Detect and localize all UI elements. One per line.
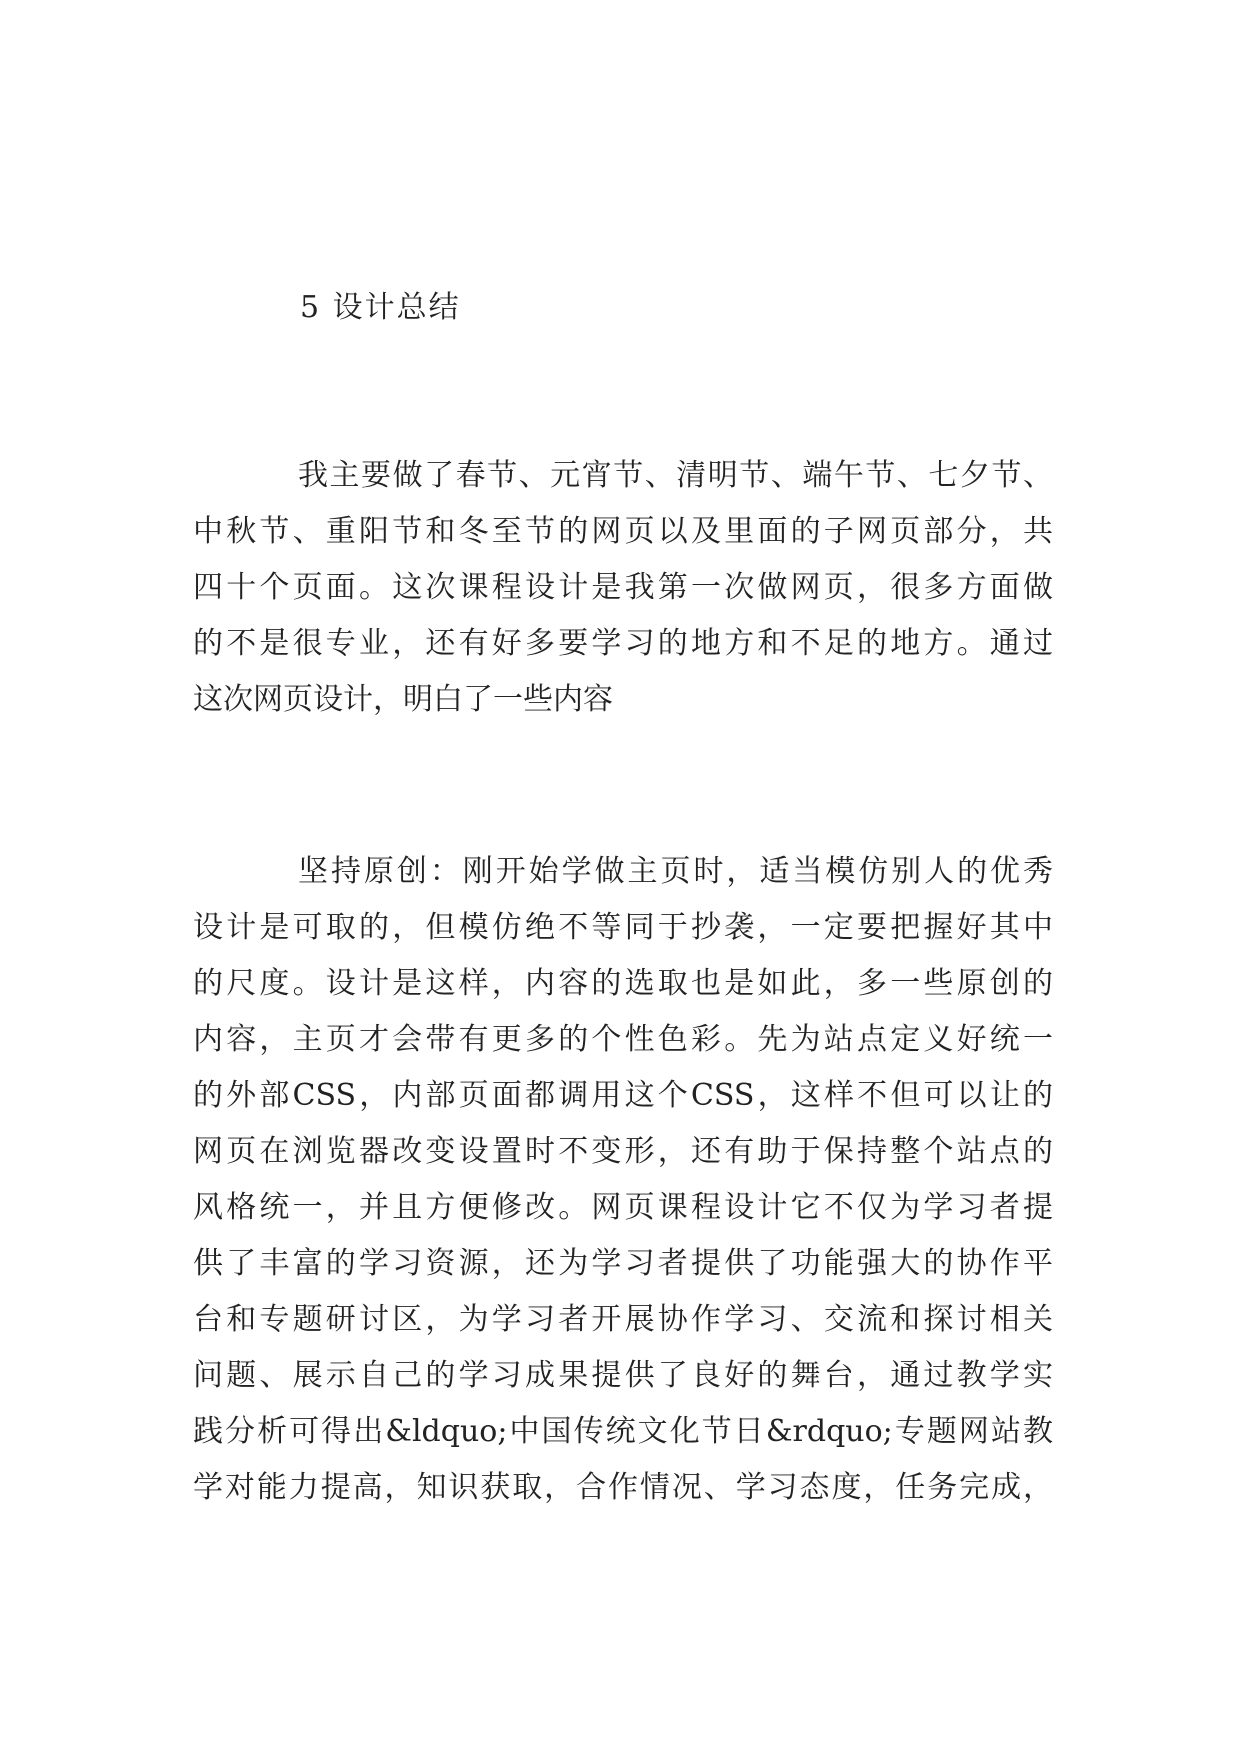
paragraph-line: 内容，主页才会带有更多的个性色彩。先为站点定义好统一 [193,1022,1053,1057]
paragraph-line: 问题、展示自己的学习成果提供了良好的舞台，通过教学实 [193,1358,1053,1393]
paragraph-summary [193,448,1053,728]
paragraph-line: 的外部CSS，内部页面都调用这个CSS，这样不但可以让的 [193,1078,1053,1113]
paragraph-line: 的不是很专业，还有好多要学习的地方和不足的地方。通过 [193,626,1053,661]
paragraph-line: 风格统一，并且方便修改。网页课程设计它不仅为学习者提 [193,1190,1053,1225]
paragraph-line: 践分析可得出&ldquo;中国传统文化节日&rdquo;专题网站教 [193,1414,1053,1449]
paragraph-line: 这次网页设计，明白了一些内容 [193,682,613,717]
paragraph-line: 台和专题研讨区，为学习者开展协作学习、交流和探讨相关 [193,1302,1053,1337]
paragraph-line: 的尺度。设计是这样，内容的选取也是如此，多一些原创的 [193,966,1053,1001]
paragraph-line: 四十个页面。这次课程设计是我第一次做网页，很多方面做 [193,570,1053,605]
paragraph-line: 设计是可取的，但模仿绝不等同于抄袭，一定要把握好其中 [193,910,1053,945]
paragraph-line: 中秋节、重阳节和冬至节的网页以及里面的子网页部分，共 [193,514,1053,549]
paragraph-line: 网页在浏览器改变设置时不变形，还有助于保持整个站点的 [193,1134,1053,1169]
paragraph-line: 供了丰富的学习资源，还为学习者提供了功能强大的协作平 [193,1246,1053,1281]
paragraph-line: 学对能力提高，知识获取，合作情况、学习态度，任务完成， [193,1470,1053,1505]
paragraph-line: 我主要做了春节、元宵节、清明节、端午节、七夕节、 [298,458,1053,493]
section-heading: 5 设计总结 [300,290,461,325]
paragraph-line: 坚持原创：刚开始学做主页时，适当模仿别人的优秀 [298,854,1053,889]
paragraph-originality [193,844,1053,1516]
